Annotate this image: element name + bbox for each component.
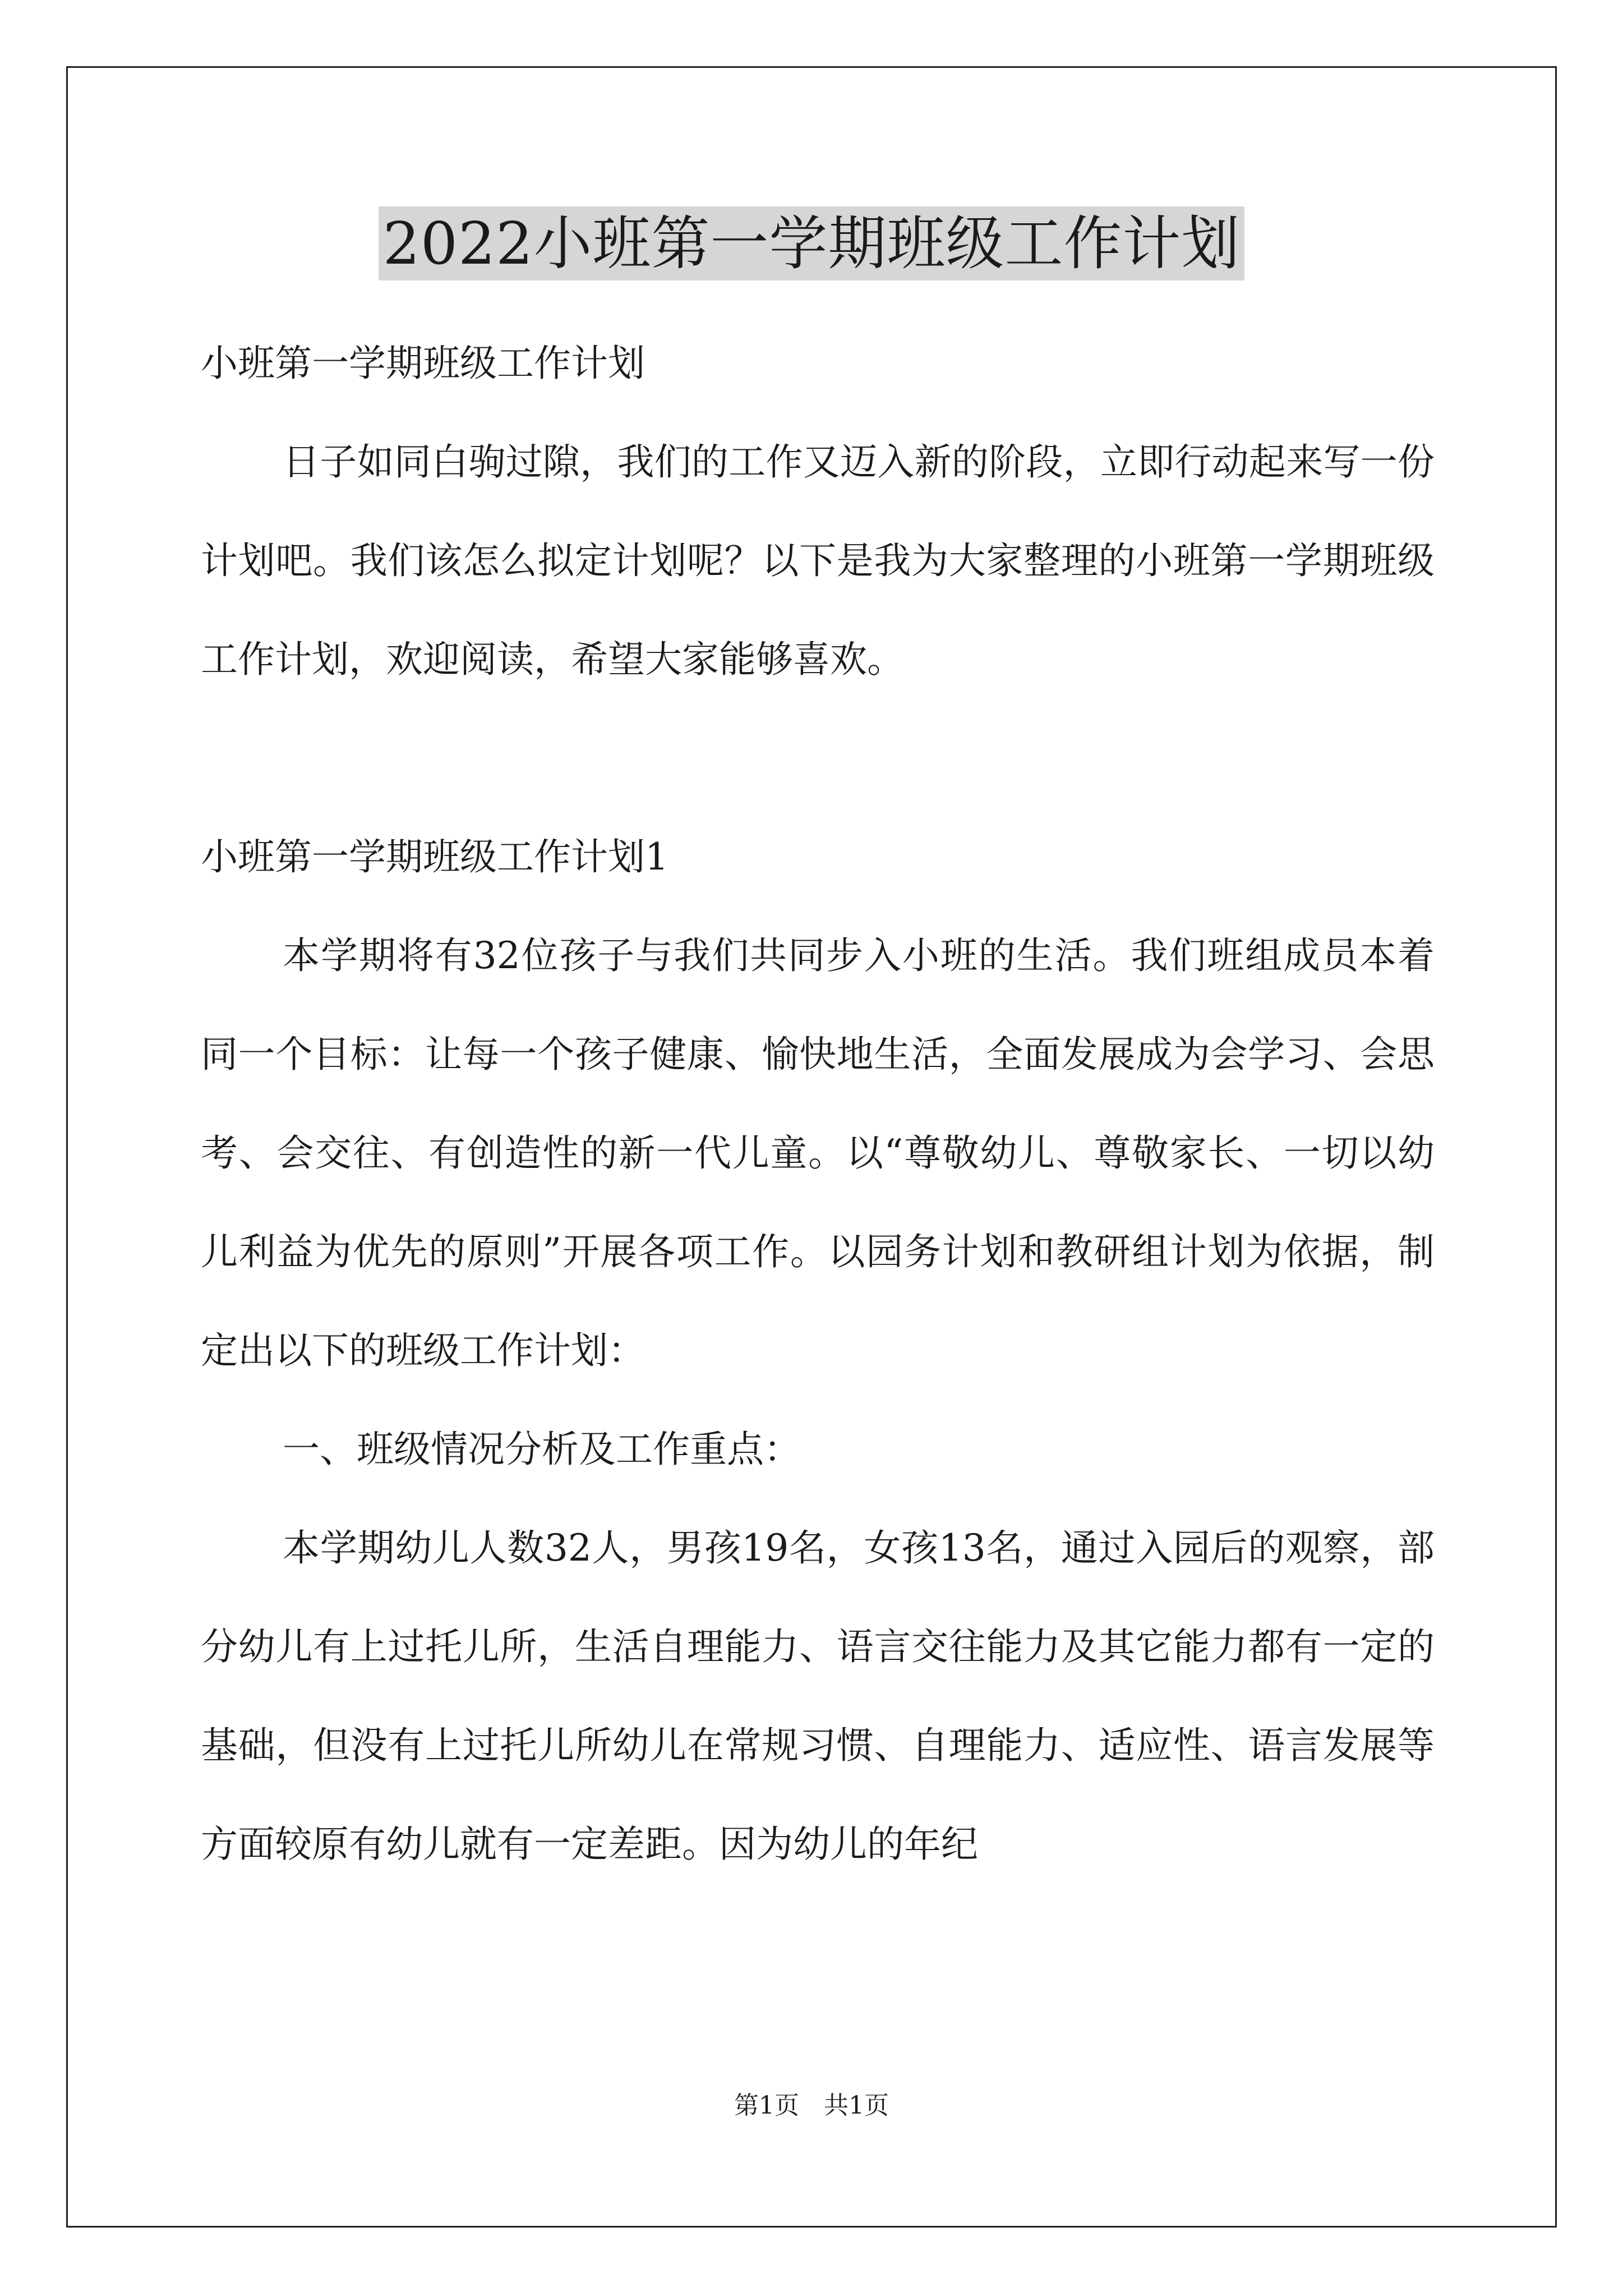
subtitle: 小班第一学期班级工作计划 — [201, 342, 645, 385]
body-paragraph-1: 本学期将有32位孩子与我们共同步入小班的生活。我们班组成员本着同一个目标：让每一个孩子健康、愉快地生活，全面发展成为会学习、会思考、会交往、有创造性的新一代儿童。以“尊敬幼儿、尊敬家长、一切以幼儿利益为优先的原则”开展各项工作。以园务计划和教研组计划为依据，制定出以下的班级工作计划： — [201, 934, 1435, 1372]
intro-paragraph: 日子如同白驹过隙，我们的工作又迈入新的阶段，立即行动起来写一份计划吧。我们该怎么拟定计划呢？以下是我为大家整理的小班第一学期班级工作计划，欢迎阅读，希望大家能够喜欢。 — [201, 440, 1435, 681]
document-body — [201, 314, 1435, 1894]
body-paragraph-2: 本学期幼儿人数32人，男孩19名，女孩13名，通过入园后的观察，部分幼儿有上过托儿所，生活自理能力、语言交往能力及其它能力都有一定的基础，但没有上过托儿所幼儿在常规习惯、自理能力、适应性、语言发展等方面较原有幼儿就有一定差距。因为幼儿的年纪 — [201, 1526, 1435, 1866]
list-item-heading: 一、班级情况分析及工作重点： — [283, 1428, 801, 1471]
section-heading: 小班第一学期班级工作计划1 — [201, 835, 668, 878]
section-spacer — [201, 709, 1435, 808]
page-footer: 第1页 共1页 — [734, 2091, 889, 2120]
document-title: 2022小班第一学期班级工作计划 — [379, 206, 1245, 280]
title-container — [0, 206, 1623, 280]
